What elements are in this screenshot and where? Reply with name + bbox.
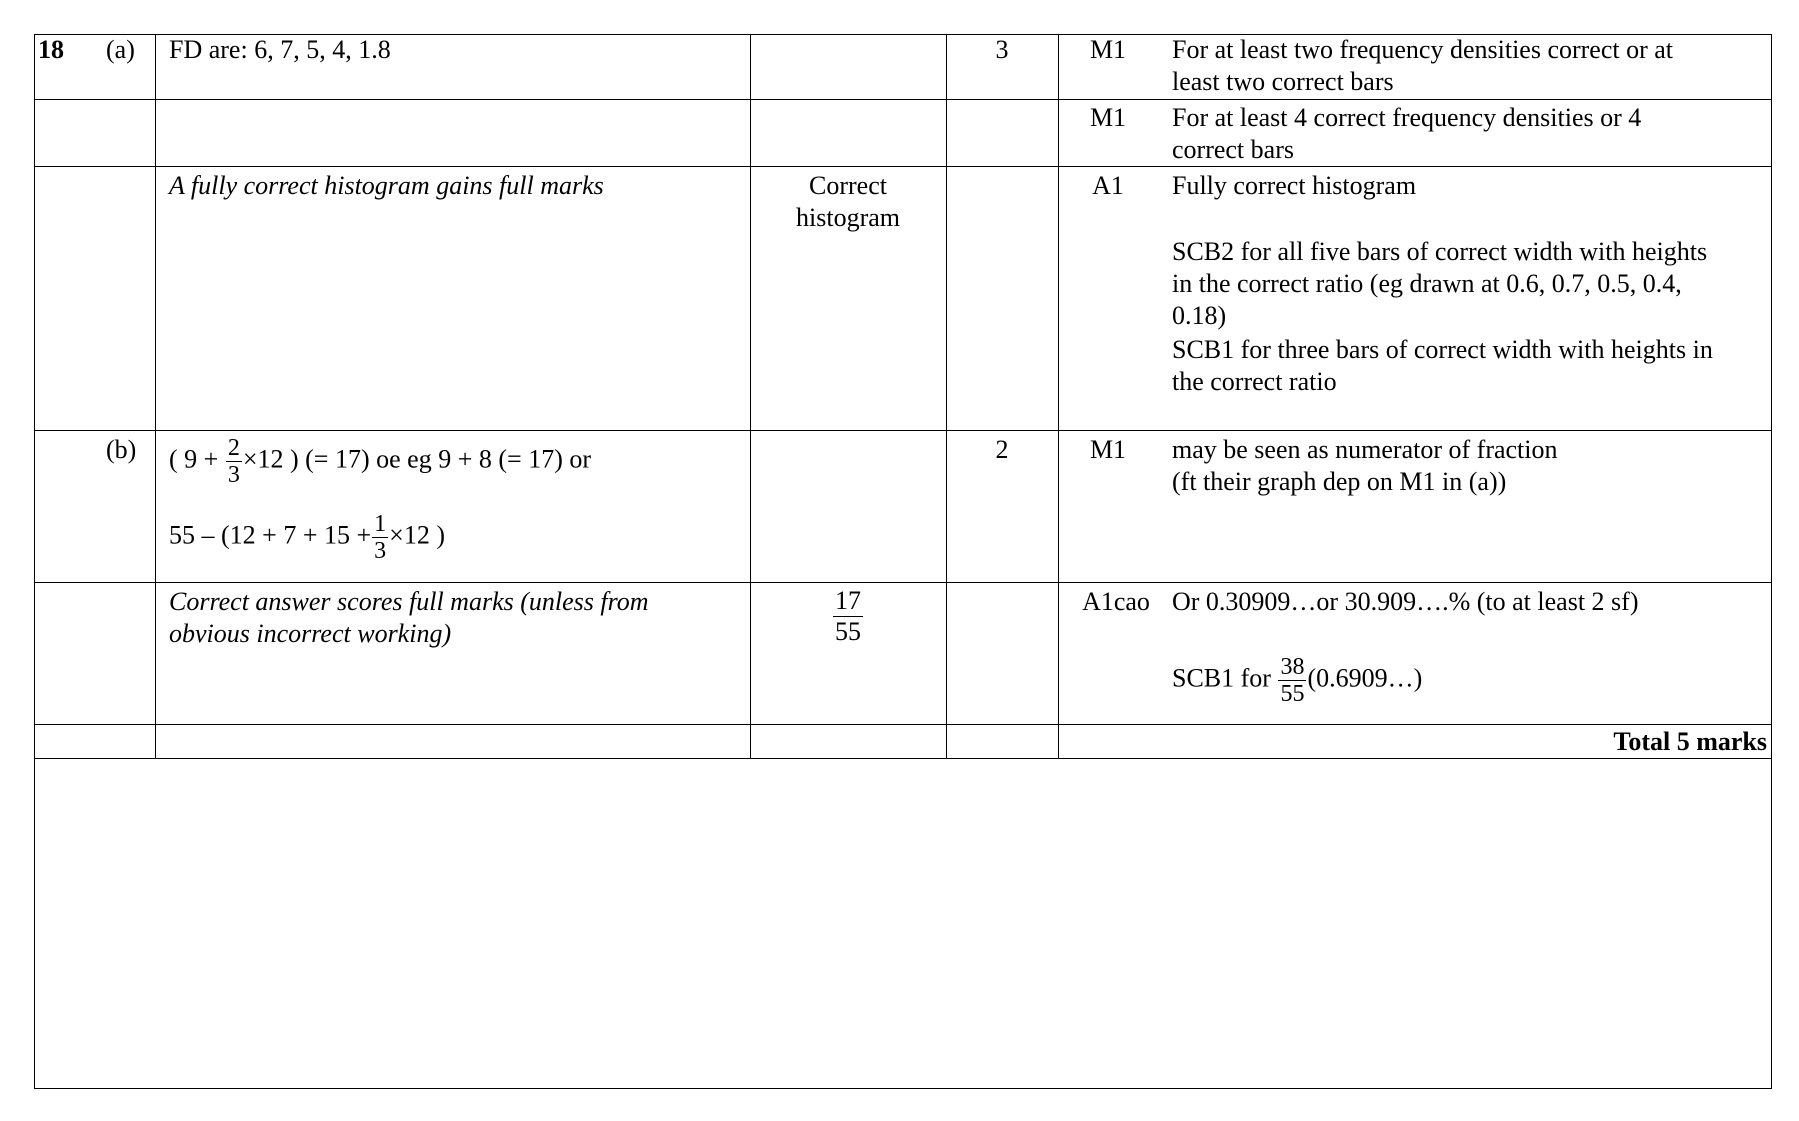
part-b-working-line: ( 9 + $\frac{2}{3}$ ×12 ) (= 17) oe eg 9 + 8 (= 17) or — [169, 435, 592, 488]
part-a-marks: 3 — [995, 35, 1009, 64]
part-a-scb-line: in the correct ratio (eg drawn at 0.6, 0.7, 0.5, 0.4, — [1172, 269, 1682, 298]
part-b-working-line: 55 – (12 + 7 + 15 + $\frac{1}{3}$ ×12 ) — [169, 511, 445, 564]
part-a-note-line: least two correct bars — [1172, 67, 1394, 96]
part-a-mark-m1: M1 — [1089, 35, 1127, 64]
column-divider — [155, 34, 156, 758]
part-a-mark-m1-second: M1 — [1089, 103, 1127, 132]
part-b-m1-note-line: may be seen as numerator of fraction — [1172, 435, 1558, 464]
part-a-working: FD are: 6, 7, 5, 4, 1.8 — [169, 35, 391, 64]
fraction: $\frac{38}{55}$ — [1280, 654, 1305, 707]
row-divider — [34, 582, 1772, 583]
row-divider — [34, 166, 1772, 167]
part-b-scb-note: SCB1 for $\frac{38}{55}$ (0.6909…) — [1172, 654, 1423, 707]
total-marks: Total 5 marks — [1613, 727, 1767, 756]
part-a-scb-line: SCB1 for three bars of correct width with heights in — [1172, 335, 1713, 364]
part-b-m1-note-line: (ft their graph dep on M1 in (a)) — [1172, 467, 1507, 496]
row-divider — [34, 758, 1772, 759]
part-a-note-line: For at least two frequency densities correct or at — [1172, 35, 1674, 64]
answer-fraction: $\frac{17}{55}$ — [835, 586, 861, 646]
part-a-answer-line: Correct — [809, 171, 887, 200]
fraction: $\frac{2}{3}$ — [227, 435, 240, 488]
fraction: $\frac{1}{3}$ — [374, 511, 387, 564]
column-divider — [946, 34, 947, 758]
part-b-full-marks-note: obvious incorrect working) — [169, 619, 452, 648]
part-a-note-line: correct bars — [1172, 135, 1294, 164]
row-divider — [34, 99, 1772, 100]
part-b-full-marks-note: Correct answer scores full marks (unless from — [169, 587, 649, 616]
part-a-note-line: Fully correct histogram — [1172, 171, 1417, 200]
part-b-a1-note: Or 0.30909…or 30.909….% (to at least 2 sf) — [1172, 587, 1639, 616]
part-b-label: (b) — [106, 435, 137, 464]
part-a-answer-line: histogram — [796, 203, 900, 232]
part-a-scb-line: 0.18) — [1172, 301, 1227, 330]
part-a-label: (a) — [106, 35, 135, 64]
part-a-scb-line: SCB2 for all five bars of correct width with heights — [1172, 237, 1708, 266]
part-b-mark-m1: M1 — [1089, 435, 1127, 464]
part-a-scb-line: the correct ratio — [1172, 367, 1337, 396]
column-divider — [1058, 34, 1059, 758]
question-number: 18 — [38, 35, 64, 64]
part-a-mark-a1: A1 — [1092, 171, 1124, 200]
part-a-note-line: For at least 4 correct frequency densities or 4 — [1172, 103, 1642, 132]
part-b-marks: 2 — [995, 435, 1009, 464]
row-divider — [34, 724, 1772, 725]
part-b-answer — [750, 586, 946, 647]
part-b-mark-a1cao: A1cao — [1082, 587, 1150, 616]
column-divider — [750, 34, 751, 758]
part-a-full-marks-note: A fully correct histogram gains full marks — [169, 171, 604, 200]
row-divider — [34, 430, 1772, 431]
